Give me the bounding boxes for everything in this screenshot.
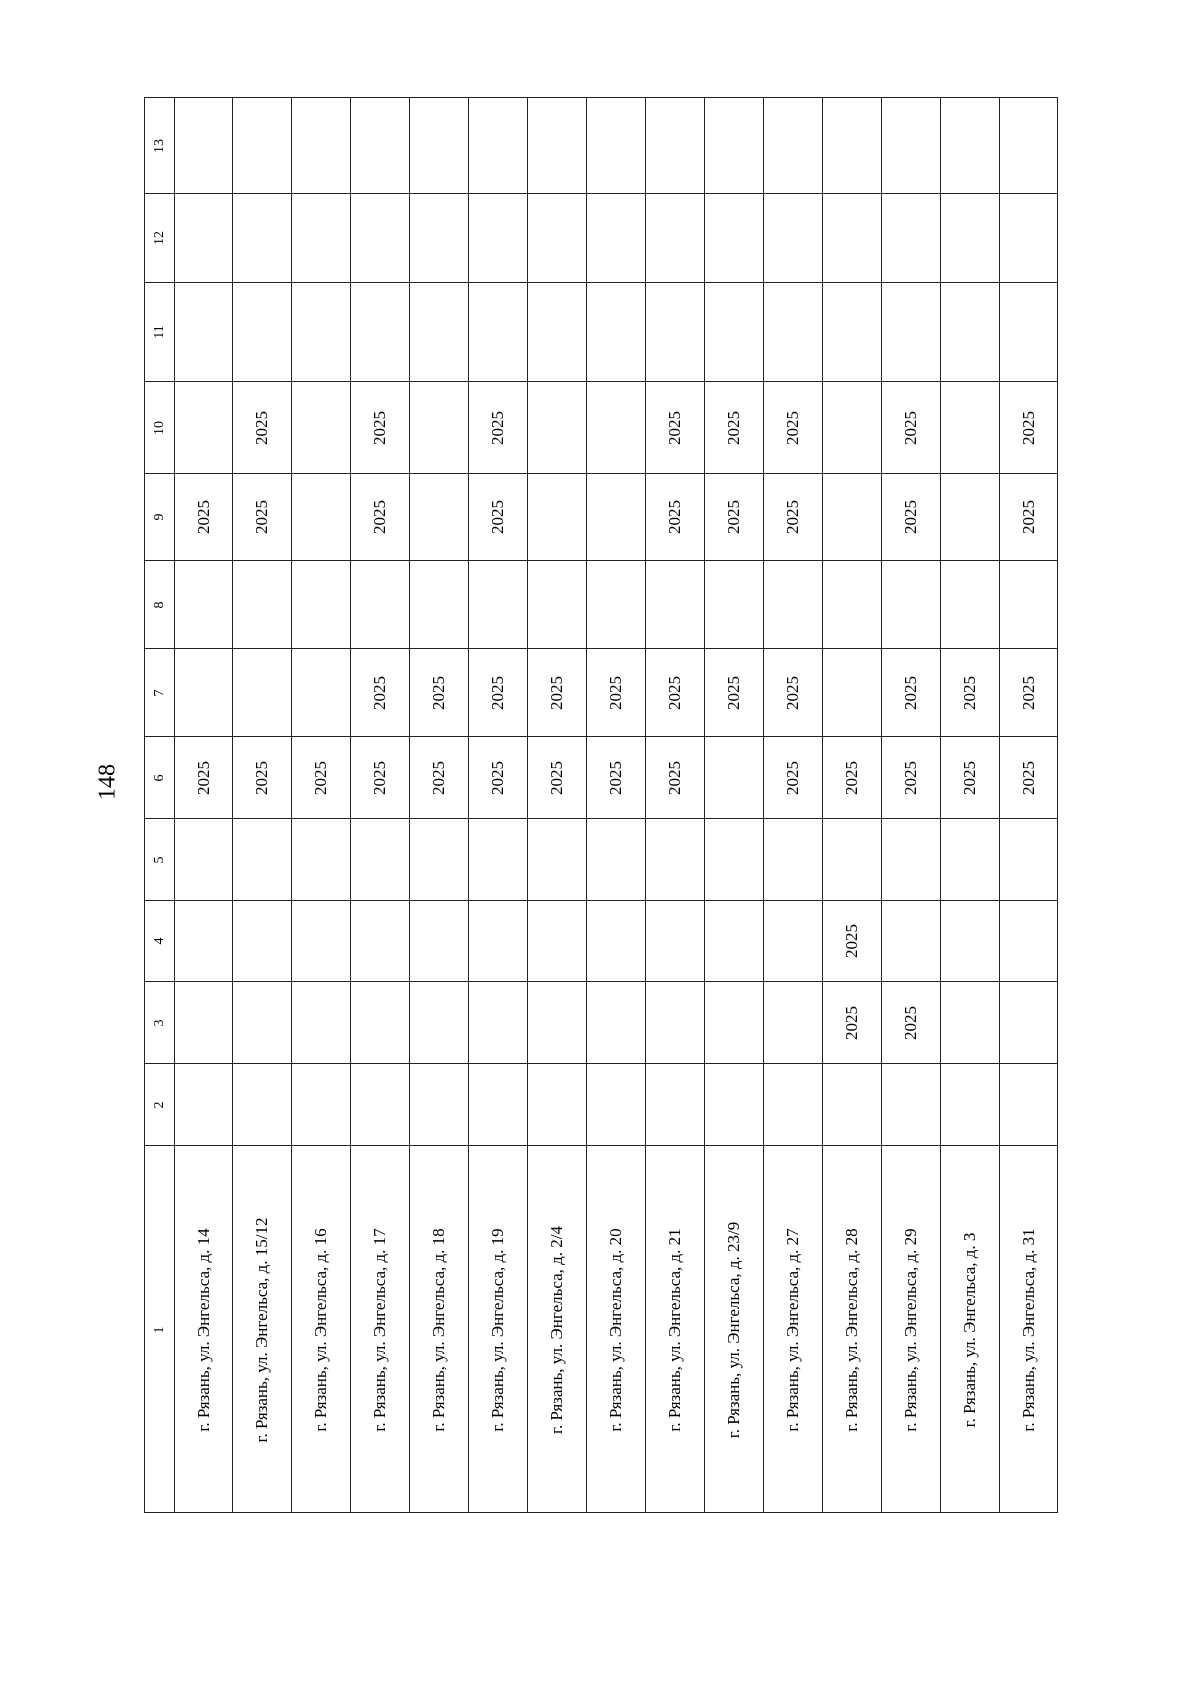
year-cell: [822, 648, 881, 736]
address-cell: [468, 1145, 527, 1513]
address-cell-text: г. Рязань, ул. Энгельса, д. 3: [960, 1232, 979, 1427]
year-cell: [468, 381, 527, 473]
year-cell-text: 2025: [488, 410, 507, 445]
year-cell: [409, 981, 468, 1063]
year-cell: [763, 97, 822, 193]
year-cell: [409, 818, 468, 900]
year-cell: [763, 981, 822, 1063]
column-header-4-text: 4: [151, 937, 167, 945]
year-cell: [586, 560, 645, 648]
year-cell: [527, 900, 586, 981]
year-cell: [232, 97, 291, 193]
year-cell: [940, 381, 999, 473]
address-cell-text: г. Рязань, ул. Энгельса, д. 14: [193, 1227, 213, 1432]
column-header-12-text: 12: [151, 231, 167, 245]
year-cell-text: 2025: [901, 410, 920, 445]
year-cell: [999, 473, 1058, 560]
year-cell: [881, 282, 940, 381]
year-cell: [999, 1063, 1058, 1145]
year-cell: [409, 97, 468, 193]
year-cell: [174, 97, 232, 193]
column-header-11: [144, 282, 174, 381]
year-cell: [409, 560, 468, 648]
year-cell: [232, 473, 291, 560]
year-cell: [468, 648, 527, 736]
year-cell: [645, 282, 704, 381]
year-cell-text: 2025: [724, 410, 743, 445]
year-cell: [881, 97, 940, 193]
year-cell: [940, 1063, 999, 1145]
year-cell: [232, 560, 291, 648]
year-cell: [645, 560, 704, 648]
year-cell-text: 2025: [429, 760, 448, 795]
year-cell: [586, 1063, 645, 1145]
year-cell: [291, 981, 350, 1063]
year-cell-text: 2025: [842, 1005, 861, 1040]
year-cell: [999, 193, 1058, 282]
year-cell: [527, 193, 586, 282]
year-cell: [527, 560, 586, 648]
column-header-8-text: 8: [151, 601, 167, 608]
year-cell-text: 2025: [429, 675, 448, 710]
year-cell: [999, 282, 1058, 381]
year-cell: [940, 818, 999, 900]
column-header-8: [144, 560, 174, 648]
address-cell-text: г. Рязань, ул. Энгельса, д. 21: [665, 1227, 684, 1432]
year-cell: [881, 560, 940, 648]
year-cell: [940, 193, 999, 282]
year-cell: [527, 1063, 586, 1145]
year-cell: [881, 1063, 940, 1145]
year-cell: [999, 818, 1058, 900]
year-cell: [763, 736, 822, 818]
year-cell: [586, 648, 645, 736]
year-cell: [822, 736, 881, 818]
address-cell-text: г. Рязань, ул. Энгельса, д. 27: [783, 1227, 802, 1432]
column-header-10: [144, 381, 174, 473]
address-cell: [527, 1145, 586, 1513]
year-cell-text: 2025: [606, 675, 625, 710]
year-cell: [174, 1063, 232, 1145]
year-cell-text: 2025: [488, 760, 507, 795]
year-cell: [881, 381, 940, 473]
year-cell-text: 2025: [252, 410, 271, 445]
year-cell-text: 2025: [724, 500, 743, 534]
year-cell-text: 2025: [1019, 675, 1038, 710]
year-cell: [704, 736, 763, 818]
year-cell: [881, 648, 940, 736]
year-cell: [645, 1063, 704, 1145]
year-cell-text: 2025: [370, 760, 389, 795]
year-cell: [763, 282, 822, 381]
year-cell: [174, 381, 232, 473]
year-cell: [409, 473, 468, 560]
address-cell: [291, 1145, 350, 1513]
column-header-7: [144, 648, 174, 736]
year-cell: [409, 282, 468, 381]
year-cell: [822, 97, 881, 193]
year-cell-text: 2025: [960, 675, 979, 710]
year-cell: [468, 193, 527, 282]
year-cell: [881, 818, 940, 900]
column-header-5: [144, 818, 174, 900]
column-header-5-text: 5: [151, 856, 167, 863]
year-cell: [940, 282, 999, 381]
year-cell-text: 2025: [311, 760, 330, 795]
year-cell: [881, 473, 940, 560]
year-cell-text: 2025: [547, 760, 566, 795]
year-cell: [822, 900, 881, 981]
year-cell: [468, 97, 527, 193]
year-cell: [291, 97, 350, 193]
address-cell: [645, 1145, 704, 1513]
year-cell: [999, 648, 1058, 736]
year-cell: [704, 981, 763, 1063]
column-header-3-text: 3: [151, 1019, 167, 1026]
year-cell: [409, 648, 468, 736]
year-cell: [232, 1063, 291, 1145]
year-cell: [174, 282, 232, 381]
column-header-1-text: 1: [151, 1326, 167, 1333]
column-header-9: [144, 473, 174, 560]
year-cell: [999, 381, 1058, 473]
column-header-10-text: 10: [151, 420, 167, 435]
column-header-6-text: 6: [151, 774, 167, 781]
address-cell: [350, 1145, 409, 1513]
year-cell: [999, 560, 1058, 648]
year-cell-text: 2025: [370, 675, 389, 710]
year-cell: [586, 282, 645, 381]
address-cell: [232, 1145, 291, 1513]
year-cell: [174, 648, 232, 736]
column-header-7-text: 7: [151, 689, 167, 696]
year-cell: [822, 381, 881, 473]
year-cell-text: 2025: [252, 760, 271, 795]
year-cell-text: 2025: [783, 410, 802, 445]
year-cell: [940, 97, 999, 193]
address-cell: [940, 1145, 999, 1513]
year-cell: [822, 193, 881, 282]
address-cell-text: г. Рязань, ул. Энгельса, д. 31: [1019, 1227, 1038, 1432]
year-cell: [350, 473, 409, 560]
year-cell: [763, 560, 822, 648]
year-cell: [822, 473, 881, 560]
year-cell: [527, 981, 586, 1063]
address-cell-text: г. Рязань, ул. Энгельса, д. 19: [488, 1227, 507, 1432]
year-cell: [350, 282, 409, 381]
year-cell: [822, 1063, 881, 1145]
column-header-13-text: 13: [151, 138, 167, 153]
year-cell-text: 2025: [1019, 500, 1038, 534]
year-cell: [291, 560, 350, 648]
year-cell: [409, 1063, 468, 1145]
year-cell: [232, 193, 291, 282]
year-cell: [704, 900, 763, 981]
year-cell-text: 2025: [370, 500, 389, 534]
year-cell-text: 2025: [901, 675, 920, 710]
year-cell: [586, 193, 645, 282]
year-cell: [763, 193, 822, 282]
year-cell: [763, 1063, 822, 1145]
year-cell-text: 2025: [783, 675, 802, 710]
column-header-2: [144, 1063, 174, 1145]
year-cell: [174, 736, 232, 818]
year-cell: [586, 981, 645, 1063]
year-cell-text: 2025: [960, 760, 979, 795]
year-cell: [527, 648, 586, 736]
year-cell: [291, 282, 350, 381]
year-cell: [704, 648, 763, 736]
year-cell: [409, 381, 468, 473]
address-cell-text: г. Рязань, ул. Энгельса, д. 20: [606, 1227, 625, 1432]
year-cell: [468, 1063, 527, 1145]
year-cell: [174, 473, 232, 560]
year-cell: [645, 981, 704, 1063]
year-cell: [704, 560, 763, 648]
column-header-1: [144, 1145, 174, 1513]
year-cell-text: 2025: [547, 675, 566, 710]
year-cell: [350, 381, 409, 473]
year-cell: [291, 193, 350, 282]
year-cell-text: 2025: [901, 500, 920, 534]
address-cell-text: г. Рязань, ул. Энгельса, д. 17: [370, 1227, 389, 1432]
year-cell: [881, 981, 940, 1063]
year-cell: [174, 193, 232, 282]
year-cell: [645, 818, 704, 900]
year-cell: [232, 282, 291, 381]
year-cell: [409, 193, 468, 282]
year-cell-text: 2025: [193, 760, 213, 795]
year-cell-text: 2025: [842, 924, 861, 958]
address-cell: [586, 1145, 645, 1513]
year-cell: [527, 282, 586, 381]
address-cell-text: г. Рязань, ул. Энгельса, д. 29: [901, 1227, 920, 1432]
address-cell-text: г. Рязань, ул. Энгельса, д. 2/4: [547, 1225, 566, 1434]
year-cell-text: 2025: [665, 675, 684, 710]
column-header-13: [144, 97, 174, 193]
year-cell: [350, 648, 409, 736]
year-cell: [527, 736, 586, 818]
year-cell-text: 2025: [665, 410, 684, 445]
column-header-12: [144, 193, 174, 282]
year-cell: [527, 381, 586, 473]
column-header-2-text: 2: [151, 1101, 167, 1108]
year-cell: [940, 736, 999, 818]
year-cell: [174, 818, 232, 900]
year-cell: [822, 560, 881, 648]
year-cell: [291, 818, 350, 900]
year-cell: [822, 818, 881, 900]
year-cell: [763, 381, 822, 473]
year-cell: [940, 981, 999, 1063]
year-cell-text: 2025: [665, 500, 684, 534]
year-cell: [645, 381, 704, 473]
year-cell-text: 2025: [193, 500, 213, 534]
address-cell-text: г. Рязань, ул. Энгельса, д. 23/9: [724, 1221, 743, 1438]
year-cell: [999, 736, 1058, 818]
year-cell: [999, 97, 1058, 193]
year-cell-text: 2025: [488, 500, 507, 534]
year-cell: [291, 736, 350, 818]
address-cell-text: г. Рязань, ул. Энгельса, д. 28: [842, 1227, 861, 1432]
year-cell: [468, 282, 527, 381]
year-cell: [291, 473, 350, 560]
year-cell: [940, 900, 999, 981]
year-cell: [350, 736, 409, 818]
year-cell: [704, 381, 763, 473]
year-cell-text: 2025: [1019, 410, 1038, 445]
year-cell-text: 2025: [488, 675, 507, 710]
year-cell: [468, 560, 527, 648]
year-cell: [999, 900, 1058, 981]
year-cell: [704, 473, 763, 560]
year-cell: [586, 900, 645, 981]
year-cell: [704, 193, 763, 282]
year-cell: [586, 736, 645, 818]
year-cell-text: 2025: [901, 760, 920, 795]
year-cell: [232, 381, 291, 473]
address-cell: [704, 1145, 763, 1513]
year-cell: [291, 900, 350, 981]
year-cell: [940, 473, 999, 560]
year-cell: [645, 193, 704, 282]
column-header-6: [144, 736, 174, 818]
year-cell: [645, 473, 704, 560]
year-cell: [232, 736, 291, 818]
year-cell: [704, 97, 763, 193]
year-cell: [468, 473, 527, 560]
page-number-text: 148: [94, 764, 121, 800]
year-cell-text: 2025: [1019, 760, 1038, 795]
year-cell: [763, 900, 822, 981]
year-cell: [232, 900, 291, 981]
year-cell: [940, 560, 999, 648]
year-cell: [409, 900, 468, 981]
year-cell: [174, 560, 232, 648]
year-cell: [881, 736, 940, 818]
year-cell: [704, 818, 763, 900]
year-cell: [174, 981, 232, 1063]
year-cell: [232, 648, 291, 736]
year-cell: [527, 818, 586, 900]
address-cell-text: г. Рязань, ул. Энгельса, д. 15/12: [252, 1216, 271, 1443]
address-cell: [999, 1145, 1058, 1513]
year-cell: [763, 818, 822, 900]
year-cell-text: 2025: [606, 760, 625, 795]
column-header-9-text: 9: [151, 513, 167, 521]
year-cell: [881, 193, 940, 282]
year-cell: [468, 736, 527, 818]
year-cell: [291, 381, 350, 473]
year-cell: [350, 900, 409, 981]
year-cell-text: 2025: [783, 500, 802, 534]
year-cell: [527, 473, 586, 560]
year-cell: [174, 900, 232, 981]
year-cell: [232, 818, 291, 900]
year-cell: [822, 282, 881, 381]
address-cell: [763, 1145, 822, 1513]
year-cell: [468, 981, 527, 1063]
year-cell-text: 2025: [252, 500, 271, 534]
year-cell: [999, 981, 1058, 1063]
year-cell: [527, 97, 586, 193]
year-cell: [350, 560, 409, 648]
year-cell: [350, 1063, 409, 1145]
year-cell: [763, 473, 822, 560]
year-cell: [350, 97, 409, 193]
year-cell-text: 2025: [901, 1005, 920, 1040]
year-cell: [704, 1063, 763, 1145]
year-cell: [763, 648, 822, 736]
address-cell: [174, 1145, 232, 1513]
year-cell: [586, 818, 645, 900]
year-cell: [586, 381, 645, 473]
address-cell: [822, 1145, 881, 1513]
year-cell: [468, 818, 527, 900]
address-cell-text: г. Рязань, ул. Энгельса, д. 18: [429, 1227, 448, 1432]
year-cell: [350, 193, 409, 282]
year-cell: [645, 900, 704, 981]
year-cell: [409, 736, 468, 818]
year-cell: [940, 648, 999, 736]
year-cell-text: 2025: [370, 410, 389, 445]
address-cell-text: г. Рязань, ул. Энгельса, д. 16: [311, 1227, 330, 1432]
year-cell: [645, 97, 704, 193]
year-cell-text: 2025: [724, 675, 743, 710]
year-cell-text: 2025: [665, 760, 684, 795]
year-cell: [586, 97, 645, 193]
year-cell: [468, 900, 527, 981]
year-cell: [350, 981, 409, 1063]
year-cell: [291, 1063, 350, 1145]
year-cell: [350, 818, 409, 900]
year-cell: [232, 981, 291, 1063]
address-cell: [409, 1145, 468, 1513]
column-header-11-text: 11: [151, 325, 167, 339]
column-header-4: [144, 900, 174, 981]
year-cell: [822, 981, 881, 1063]
address-cell: [881, 1145, 940, 1513]
year-cell-text: 2025: [842, 760, 861, 795]
year-cell: [291, 648, 350, 736]
year-cell: [645, 648, 704, 736]
year-cell: [586, 473, 645, 560]
year-cell: [704, 282, 763, 381]
year-cell: [645, 736, 704, 818]
year-cell: [881, 900, 940, 981]
year-cell-text: 2025: [783, 760, 802, 795]
column-header-3: [144, 981, 174, 1063]
